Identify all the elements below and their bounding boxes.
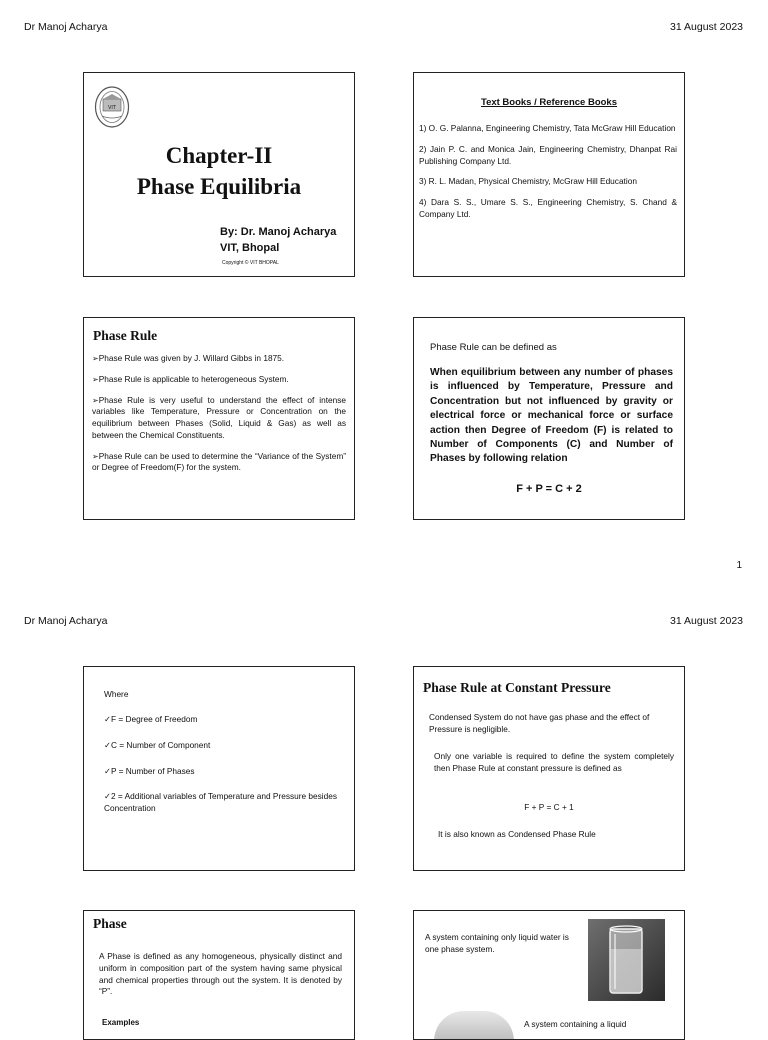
slide-constant-pressure bbox=[413, 666, 685, 871]
phase-rule-equation: F + P = C + 2 bbox=[516, 483, 582, 495]
slide-one-phase-system bbox=[413, 910, 685, 1040]
page-header-author: Dr Manoj Acharya bbox=[24, 21, 108, 33]
slide-heading: Phase bbox=[93, 916, 127, 931]
reference-item: 1) O. G. Palanna, Engineering Chemistry, Tata McGraw Hill Education bbox=[419, 123, 676, 133]
slide-heading: Phase Rule bbox=[93, 328, 158, 343]
condensed-system-text: Condensed System do not have gas phase and the effect of Pressure is negligible. bbox=[429, 712, 650, 734]
page-header-date: 31 August 2023 bbox=[670, 21, 743, 33]
bullet-item: ➢ Phase Rule is applicable to heterogeneous System. bbox=[92, 374, 346, 386]
bullet-item: ➢ Phase Rule can be used to determine the “Variance of the System” or Degree of Freedom(F) for the system. bbox=[92, 451, 346, 475]
page-number: 1 bbox=[736, 560, 742, 571]
slide-phase-rule-definition bbox=[413, 317, 685, 520]
institution-line: VIT, Bhopal bbox=[220, 242, 280, 254]
slide-where-terms bbox=[83, 666, 355, 871]
slide-title-chapter bbox=[83, 72, 355, 277]
vit-logo-icon bbox=[94, 85, 130, 129]
references-title: Text Books / Reference Books bbox=[480, 97, 618, 108]
reference-item: 3) R. L. Madan, Physical Chemistry, McGraw Hill Education bbox=[419, 176, 637, 187]
examples-label: Examples bbox=[102, 1018, 140, 1027]
chapter-subtitle: Phase Equilibria bbox=[136, 174, 302, 199]
slide-phase bbox=[83, 910, 355, 1040]
page-header-date: 31 August 2023 bbox=[670, 615, 743, 627]
term-item: ✓ P = Number of Phases bbox=[104, 766, 344, 778]
bullet-item: ➢ Phase Rule was given by J. Willard Gibbs in 1875. bbox=[92, 353, 346, 365]
copyright-note: Copyright © VIT BHOPAL bbox=[222, 260, 279, 266]
term-item: ✓ F = Degree of Freedom bbox=[104, 714, 344, 726]
condensed-equation: F + P = C + 1 bbox=[524, 802, 574, 812]
logo-lettering: VIT bbox=[108, 105, 116, 111]
phase-definition: A Phase is defined as any homogeneous, physically distinct and uniform in composition part of the system having same physical and chemical properties through out the system. It is denoted by “P”. bbox=[99, 951, 342, 997]
page-header-author: Dr Manoj Acharya bbox=[24, 615, 108, 627]
slide-heading: Phase Rule at Constant Pressure bbox=[423, 680, 611, 695]
where-label: Where bbox=[104, 689, 129, 699]
condensed-rule-note: It is also known as Condensed Phase Rule bbox=[438, 829, 596, 839]
one-variable-text: Only one variable is required to define the system completely then Phase Rule at constant pressure is defined as bbox=[434, 751, 674, 773]
slide-phase-rule bbox=[83, 317, 355, 520]
one-phase-text: A system containing only liquid water is one phase system. bbox=[425, 932, 569, 954]
bullet-item: ➢ Phase Rule is very useful to understand the effect of intense variables like Temperature, Pressure or Concentration on the equilibrium between Phases (Solid, Liquid & Gas) as well as between the Chemical Constituents. bbox=[92, 395, 346, 442]
liquid-system-text: A system containing a liquid bbox=[524, 1019, 627, 1029]
reference-item: 2) Jain P. C. and Monica Jain, Engineering Chemistry, Dhanpat Rai Publishing Company Ltd. bbox=[419, 143, 677, 166]
second-photo bbox=[434, 1011, 514, 1040]
slide-references bbox=[413, 72, 685, 277]
author-line: By: Dr. Manoj Acharya bbox=[220, 226, 337, 238]
glass-icon bbox=[588, 919, 665, 1001]
definition-intro: Phase Rule can be defined as bbox=[430, 342, 557, 353]
chapter-title: Chapter-II bbox=[165, 143, 273, 168]
term-item: ✓ 2 = Additional variables of Temperature and Pressure besides Concentration bbox=[104, 791, 344, 815]
definition-text: When equilibrium between any number of phases is influenced by Temperature, Pressure and Concentration but not influenced by gravity or electrical force or mechanical force or surface action then Degree of Freedom (F) is related to Number of Components (C) and Number of Phases by following relation bbox=[430, 367, 673, 465]
reference-item: 4) Dara S. S., Umare S. S., Engineering Chemistry, S. Chand & Company Ltd. bbox=[419, 197, 677, 219]
water-glass-photo bbox=[588, 919, 665, 1001]
term-item: ✓ C = Number of Component bbox=[104, 740, 344, 752]
